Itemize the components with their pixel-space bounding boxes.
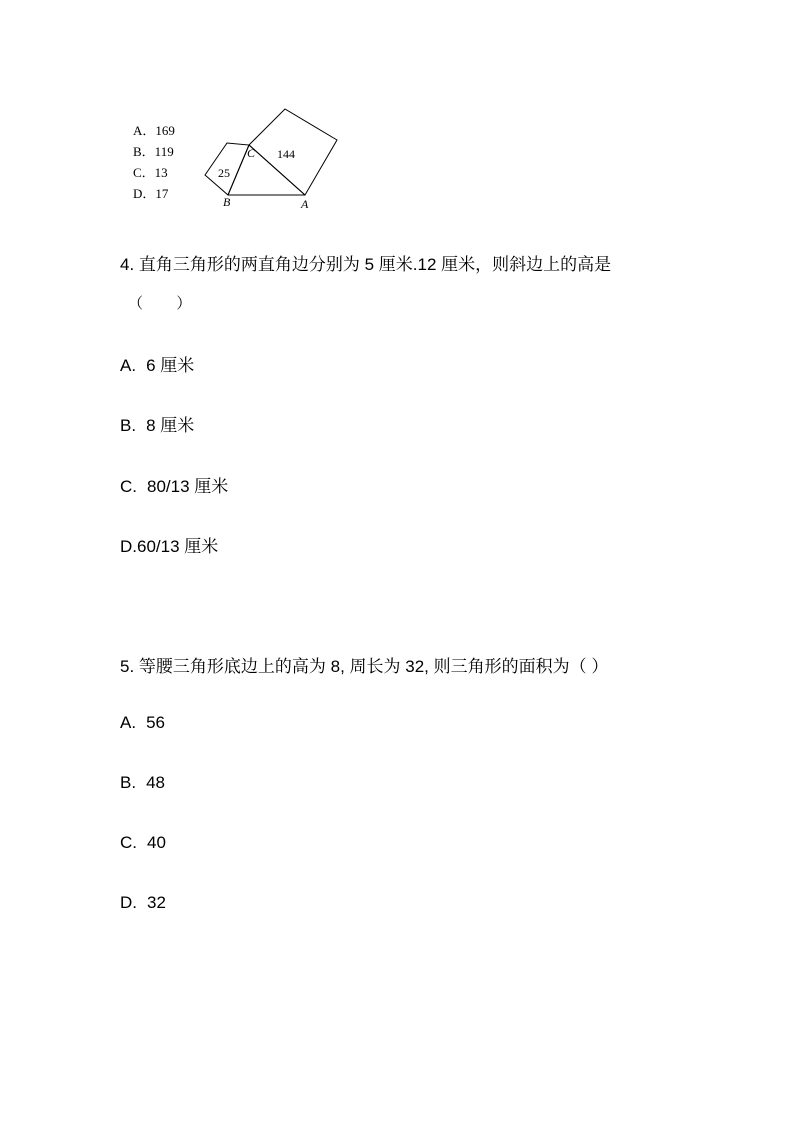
figure-option-c: C．13	[133, 165, 168, 180]
option-letter: A.	[120, 713, 137, 732]
question-4-option-a	[120, 351, 194, 376]
option-letter: B.	[120, 416, 137, 435]
question-5-option-a	[120, 713, 165, 733]
option-text: 56	[146, 713, 165, 732]
label-25: 25	[218, 166, 230, 180]
question-5-option-b	[120, 773, 165, 793]
option-letter: D.	[120, 537, 137, 556]
question-4-option-d	[120, 532, 218, 557]
option-text: 48	[146, 773, 165, 792]
option-text: 40	[147, 833, 166, 852]
option-text: 8 厘米	[146, 416, 195, 435]
question-5-option-d	[120, 893, 166, 913]
option-text: 6 厘米	[146, 356, 195, 375]
option-letter: C.	[120, 477, 137, 496]
figure-option-a: A．169	[133, 123, 175, 138]
option-letter: A.	[120, 356, 137, 375]
figure-options	[133, 120, 175, 204]
label-a: A	[301, 197, 309, 211]
option-text: 80/13 厘米	[147, 477, 229, 496]
question-4-option-c	[120, 472, 228, 497]
figure-option-b: B．119	[133, 144, 174, 159]
label-b: B	[223, 195, 231, 209]
question-4-option-b	[120, 411, 194, 436]
label-144: 144	[277, 147, 295, 161]
pythagoras-figure	[195, 102, 345, 214]
option-letter: C.	[120, 833, 137, 852]
option-letter: B.	[120, 773, 137, 792]
option-text: 60/13 厘米	[137, 537, 219, 556]
question-5-text: 5. 等腰三角形底边上的高为 8, 周长为 32, 则三角形的面积为（ ）	[120, 657, 609, 676]
side-bc	[228, 145, 249, 195]
question-4-answer-blank: （ ）	[128, 295, 192, 312]
option-text: 32	[147, 893, 166, 912]
question-5-option-c	[120, 833, 166, 853]
figure-option-d: D．17	[133, 186, 169, 201]
question-4-text: 4. 直角三角形的两直角边分别为 5 厘米.12 厘米，则斜边上的高是	[120, 255, 612, 274]
label-c: C	[247, 146, 256, 160]
option-letter: D.	[120, 893, 137, 912]
